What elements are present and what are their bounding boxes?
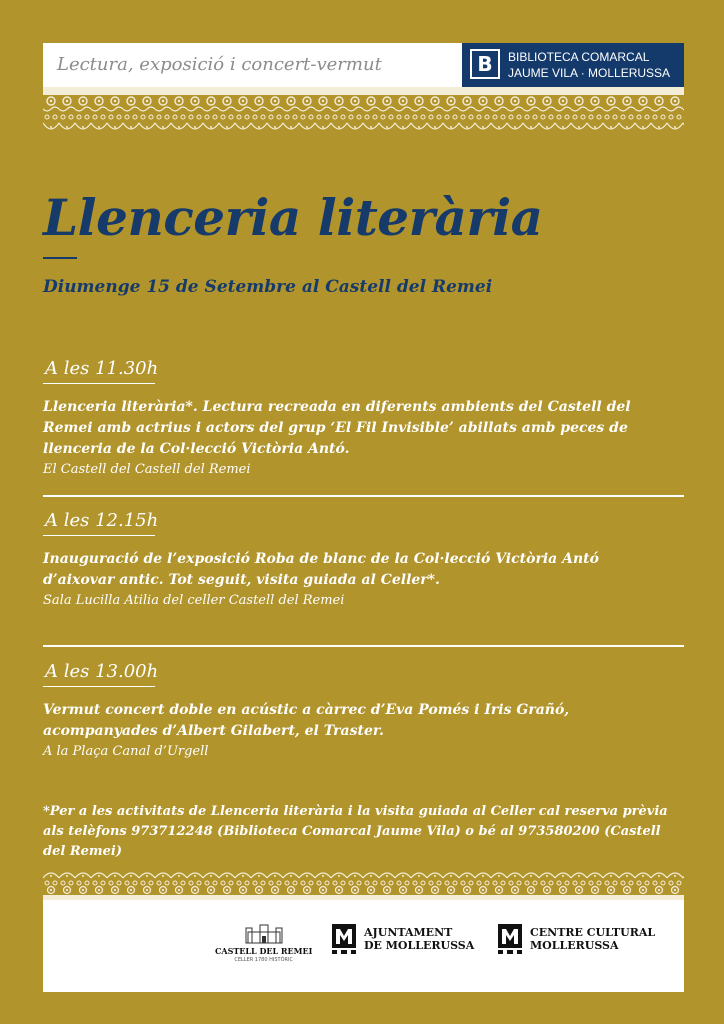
session-2 (43, 510, 684, 608)
library-logo-text (508, 49, 670, 81)
session-time: A les 13.00h (43, 661, 155, 687)
subtitle: Lectura, exposició i concert-vermut (57, 54, 382, 75)
session-description: Vermut concert doble en acústic a càrrec d’Eva Pomés i Iris Grañó, acompanyades d’Albert Gilabert, el Traster. (43, 702, 570, 739)
castell-name: CASTELL DEL REMEI (215, 946, 313, 956)
session-place: El Castell del Castell del Remei (43, 462, 251, 477)
library-logo-line2: JAUME VILA · MOLLERUSSA (508, 66, 671, 80)
centre-cultural-text (530, 926, 655, 952)
session-place: Sala Lucilla Atilia del celler Castell del Remei (43, 593, 345, 608)
sponsor-band (43, 900, 684, 992)
header-band (43, 43, 684, 87)
session-description: Llenceria literària*. Lectura recreada en diferents ambients del Castell del Remei amb actrius i actors del grup ‘El Fil Invisible’ abillats amb peces de llenceria de la Col·lecció Victòria Antó. (43, 399, 631, 457)
title-underline (43, 257, 77, 259)
session-1 (43, 358, 684, 477)
castell-tagline: CELLER 1780 HISTÒRIC (234, 957, 293, 963)
centre-cultural-logo (498, 924, 655, 954)
m-letter-icon (332, 924, 356, 954)
centre-line1: CENTRE CULTURAL (530, 926, 656, 939)
session-place: A la Plaça Canal d’Urgell (43, 744, 209, 759)
ajuntament-text (364, 926, 474, 952)
library-logo-mark: B (470, 49, 500, 79)
ajuntament-line1: AJUNTAMENT (364, 926, 453, 939)
lace-border-bottom (43, 868, 684, 900)
ajuntament-line2: DE MOLLERUSSA (364, 939, 475, 952)
reservation-note: *Per a les activitats de Llenceria literària i la visita guiada al Celler cal reserva prèvia als telèfons 973712248 (Biblioteca Comarcal Jaume Vila) o bé al 973580200 (Castell del Remei) (43, 804, 668, 859)
ajuntament-logo (332, 924, 474, 954)
m-letter-icon (498, 924, 522, 954)
centre-line2: MOLLERUSSA (530, 939, 619, 952)
session-3 (43, 661, 684, 759)
session-divider (43, 645, 684, 647)
library-logo (462, 43, 684, 87)
library-logo-line1: BIBLIOTECA COMARCAL (508, 50, 650, 64)
event-date: Diumenge 15 de Setembre al Castell del Remei (43, 277, 493, 297)
main-title: Llenceria literària (43, 188, 543, 247)
session-time: A les 12.15h (43, 510, 155, 536)
session-divider (43, 495, 684, 497)
session-time: A les 11.30h (43, 358, 155, 384)
castle-icon (244, 924, 284, 944)
session-description: Inauguració de l’exposició Roba de blanc de la Col·lecció Victòria Antó d’aixovar antic. Tot seguit, visita guiada al Celler*. (43, 551, 599, 588)
lace-border-top (43, 87, 684, 135)
castell-del-remei-logo (215, 924, 312, 963)
